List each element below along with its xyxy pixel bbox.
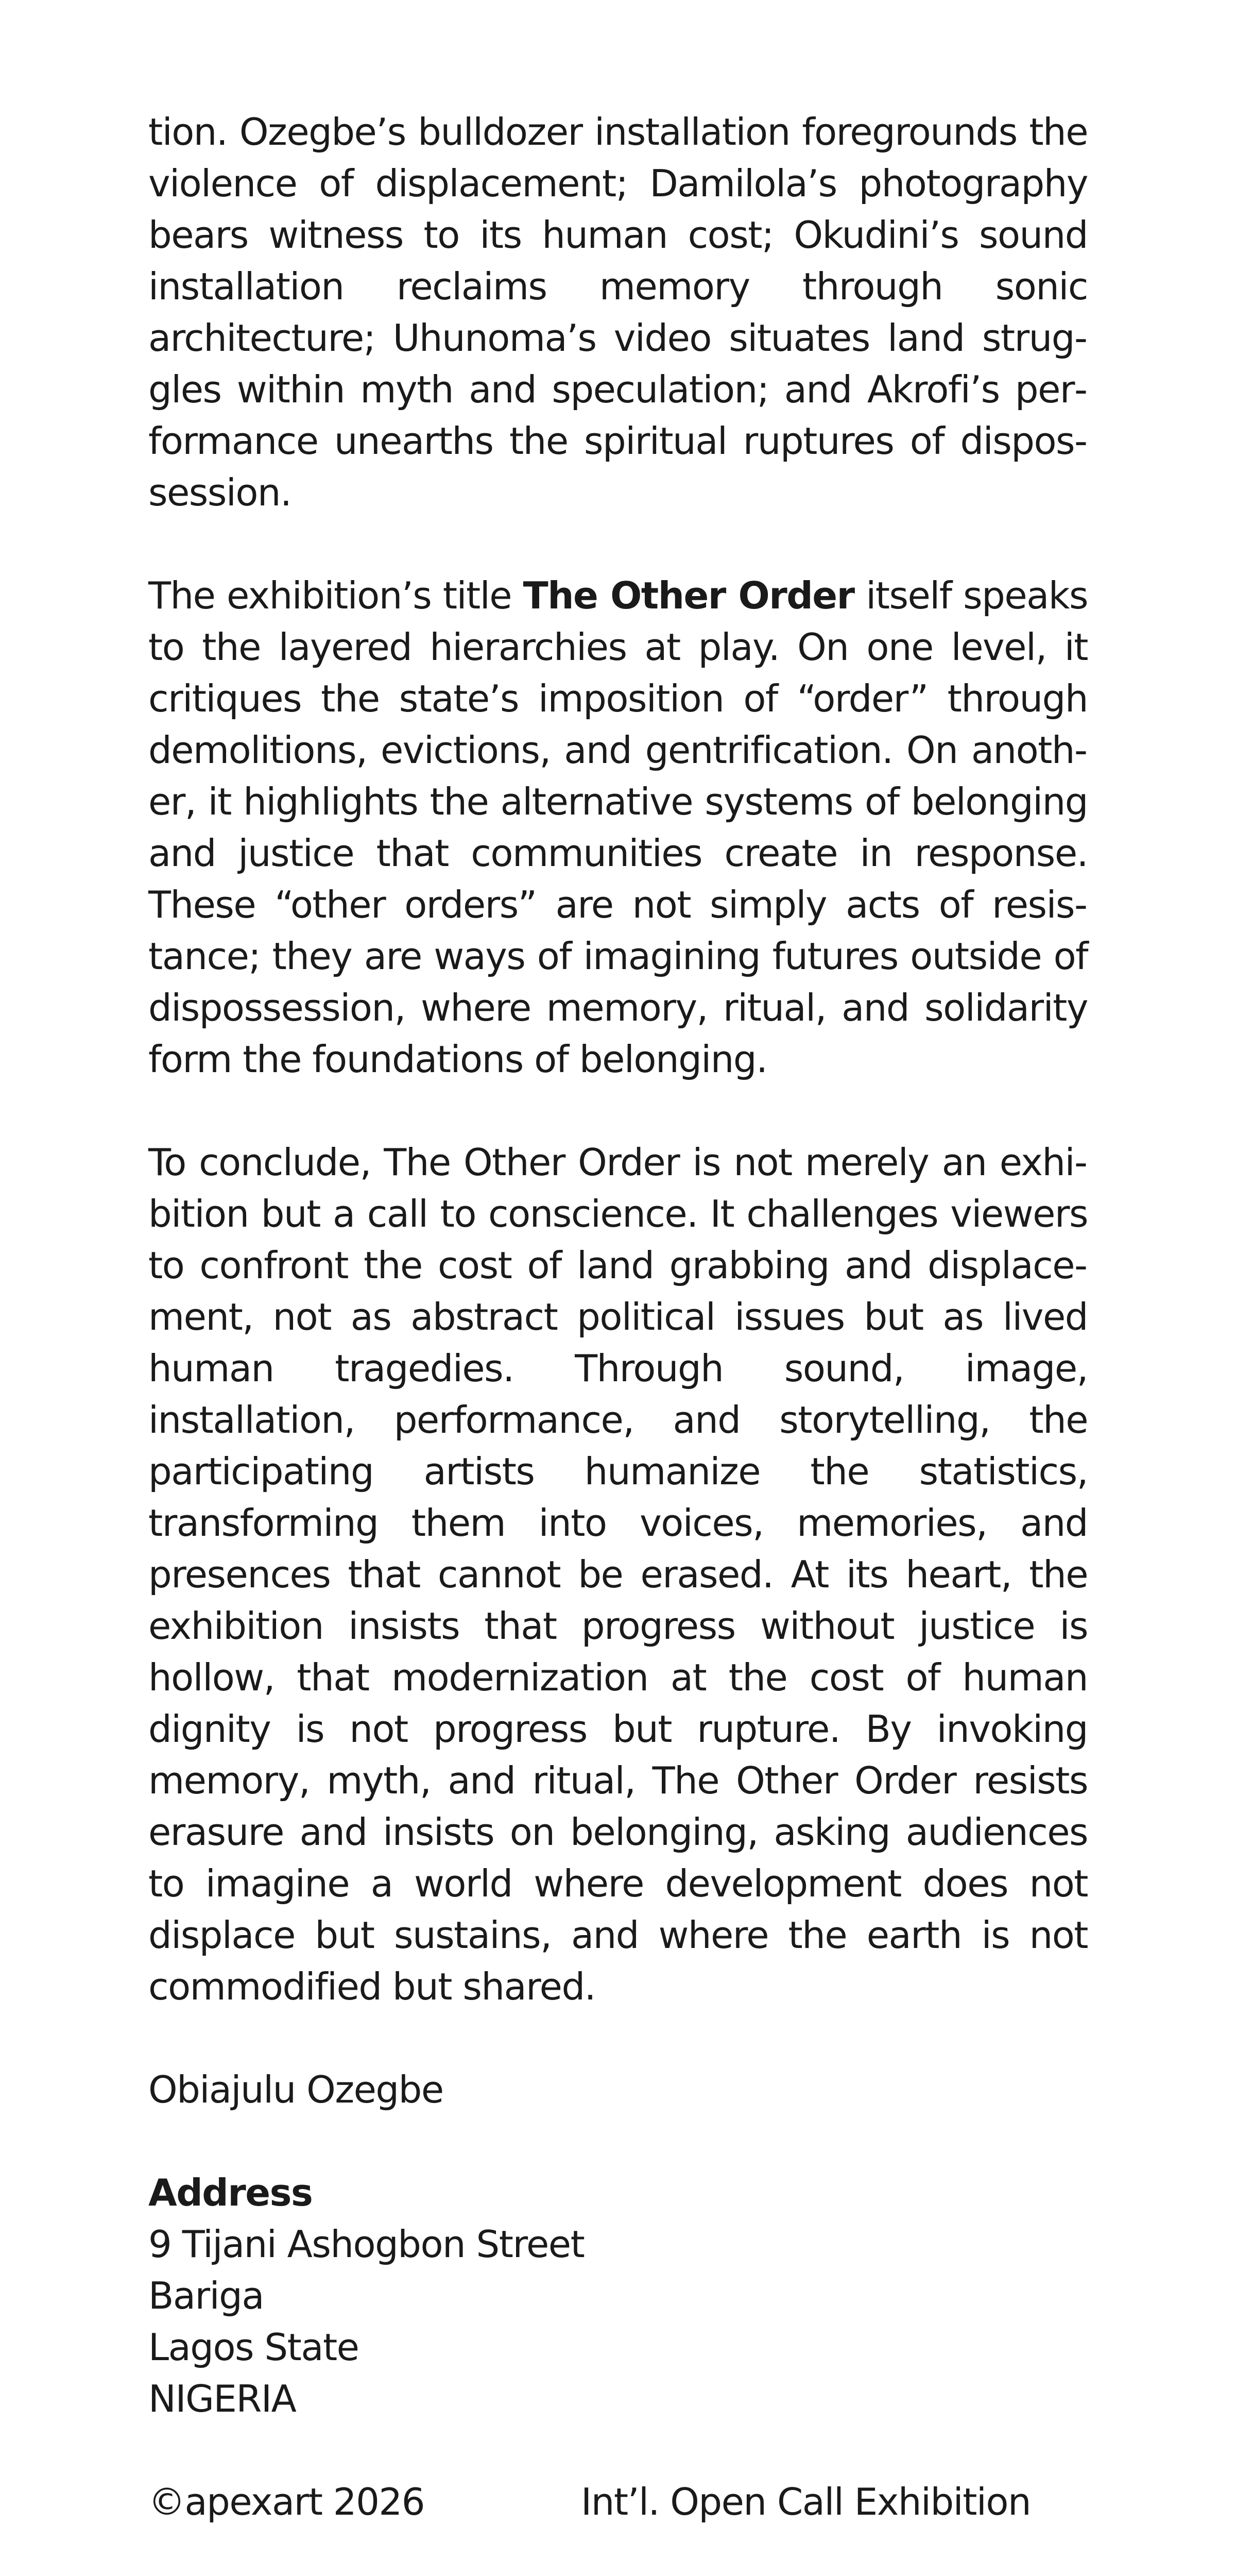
- document-page: [148, 106, 1088, 2528]
- exhibition-title-bold: The Other Order: [523, 574, 854, 617]
- address-line-street: 9 Tijani Ashogbon Street: [148, 2223, 585, 2266]
- footer: [148, 2476, 1088, 2528]
- program-label: Int’l. Open Call Exhibition: [581, 2480, 1031, 2523]
- paragraph-text: itself speaks to the layered hierarchies at play. On one level, it critiques the state’s imposition of “order” through demolitions, evictions, and gentrification. On another, it highlights the alternative systems of belonging and justice that communities create in response. These “other orders” are not simply acts of resistance; they are ways of imagining futures outside of dispossession, where memory, ritual, and solidarity form the foundations of belonging.: [148, 574, 1088, 1081]
- paragraph-artists-overview: tion. Ozegbe’s bulldozer installation foregrounds the violence of displacement; Damilola’s photography bears witness to its human cost; Okudini’s sound installation reclaims memory through sonic architecture; Uhunoma’s video situates land struggles within myth and speculation; and Akrofi’s performance unearths the spiritual ruptures of dispossession.: [148, 110, 1088, 514]
- address-line-district: Bariga: [148, 2274, 264, 2317]
- copyright-notice: ©apexart 2026: [148, 2480, 425, 2523]
- address-heading: Address: [148, 2171, 313, 2214]
- paragraph-text: The exhibition’s title: [148, 574, 523, 617]
- address-block: [148, 2167, 1088, 2425]
- address-line-state: Lagos State: [148, 2326, 359, 2369]
- paragraph-conclusion: To conclude, The Other Order is not merely an exhibition but a call to conscience. It challenges viewers to confront the cost of land grabbing and displacement, not as abstract political issues but as lived human tragedies. Through sound, image, installation, performance, and storytelling, the participating artists humanize the statistics, transforming them into voices, memories, and presences that cannot be erased. At its heart, the exhibition insists that progress without justice is hollow, that modernization at the cost of human dignity is not progress but rupture. By invoking memory, myth, and ritual, The Other Order resists erasure and insists on belonging, asking audiences to imagine a world where development does not displace but sustains, and where the earth is not commodified but shared.: [148, 1141, 1088, 2008]
- author-signature: Obiajulu Ozegbe: [148, 2068, 443, 2111]
- address-line-country: NIGERIA: [148, 2377, 296, 2420]
- paragraph-exhibition-title: [148, 570, 1088, 1085]
